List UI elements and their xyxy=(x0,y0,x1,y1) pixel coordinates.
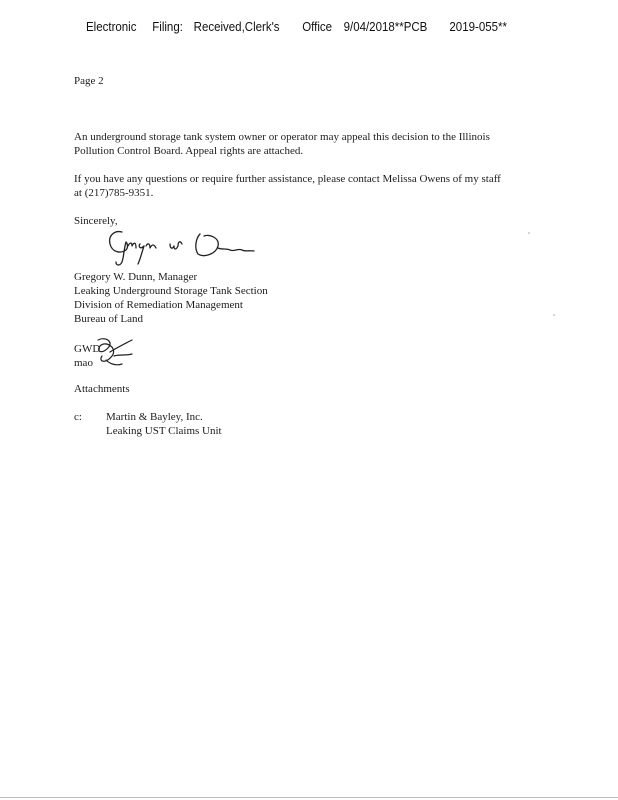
handwritten-signature xyxy=(100,222,260,270)
cc-label: c: xyxy=(74,411,82,423)
initials-scribble xyxy=(92,334,140,370)
closing: Sincerely, xyxy=(74,215,118,227)
header-office: Office xyxy=(302,20,333,34)
header-received: Received,Clerk's xyxy=(193,20,280,34)
filing-header xyxy=(86,20,507,38)
signatory-division: Division of Remediation Management xyxy=(74,299,243,311)
signatory-section: Leaking Underground Storage Tank Section xyxy=(74,285,268,297)
appeal-paragraph-line-2: Pollution Control Board. Appeal rights are attached. xyxy=(74,145,304,157)
header-date-pcb: 9/04/2018**PCB xyxy=(343,20,428,34)
contact-paragraph-line-1: If you have any questions or require further assistance, please contact Melissa Owens of my staff xyxy=(74,173,501,185)
contact-paragraph-line-2: at (217)785-9351. xyxy=(74,187,154,199)
header-electronic: Electronic xyxy=(86,20,137,34)
attachments-label: Attachments xyxy=(74,383,130,395)
scan-edge-line xyxy=(0,797,618,798)
cc-recipient: Martin & Bayley, Inc. xyxy=(106,411,203,423)
scan-speck xyxy=(553,314,555,316)
author-initials: GWD xyxy=(74,343,101,355)
typist-initials: mao xyxy=(74,357,93,369)
cc-recipient: Leaking UST Claims Unit xyxy=(106,425,222,437)
appeal-paragraph-line-1: An underground storage tank system owner or operator may appeal this decision to the Illinois xyxy=(74,131,490,143)
header-filing: Filing: xyxy=(152,20,183,34)
signatory-name-title: Gregory W. Dunn, Manager xyxy=(74,271,198,283)
signatory-bureau: Bureau of Land xyxy=(74,313,144,325)
scan-speck xyxy=(528,232,530,234)
header-case-number: 2019-055** xyxy=(449,20,507,34)
page-label: Page 2 xyxy=(74,75,104,87)
